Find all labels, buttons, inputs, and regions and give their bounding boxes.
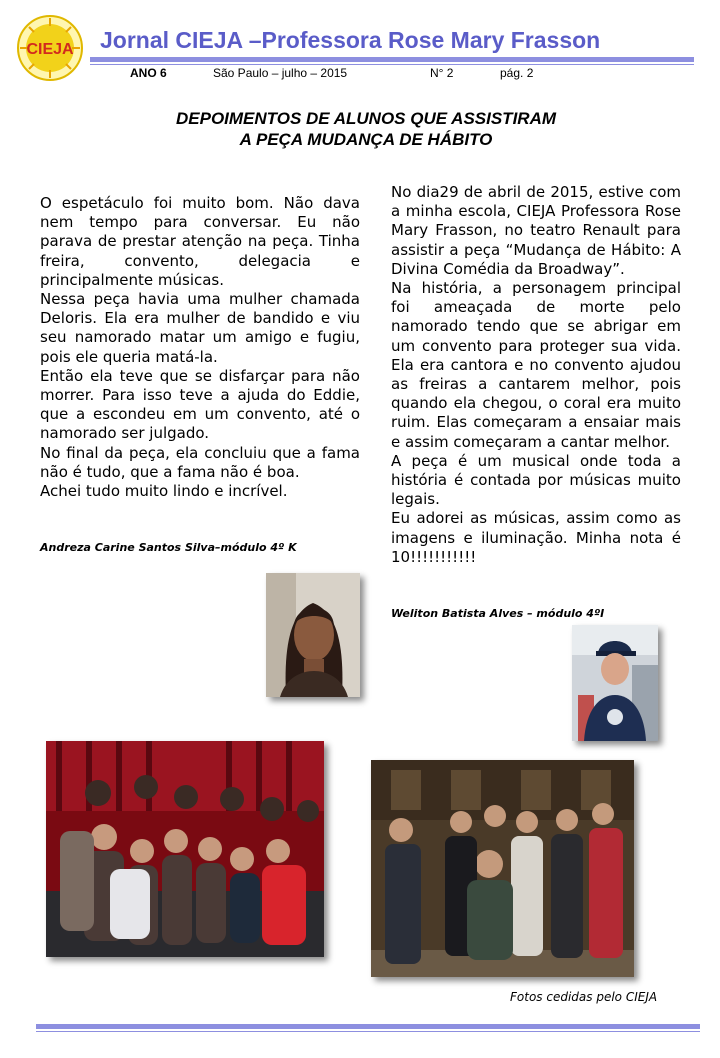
article-headline — [90, 108, 642, 150]
paragraph: O espetáculo foi muito bom. Não dava nem tempo para conversar. Eu não parava de prestar atenção na peça. Tinha freira, convento, delegacia e principalmente músicas. — [40, 194, 360, 289]
paragraph: Achei tudo muito lindo e incrível. — [40, 482, 288, 501]
left-testimonial — [40, 194, 360, 501]
logo-text: CIEJA — [26, 41, 74, 58]
paragraph: No dia29 de abril de 2015, estive com a minha escola, CIEJA Professora Rose Mary Frasson, no teatro Renault para assistir a peça “Mudança de Hábito: A Divina Comédia da Broadway”. — [391, 183, 681, 278]
paragraph: No final da peça, ela concluiu que a fama não é tudo, que a fama não é boa. — [40, 443, 360, 481]
year-label: ANO 6 — [130, 66, 167, 80]
paragraph: Eu adorei as músicas, assim como as imagens e iluminação. Minha nota é 10!!!!!!!!!!! — [391, 509, 681, 566]
paragraph: A peça é um musical onde toda a história é contada por músicas muito legais. — [391, 451, 681, 509]
headline-line-1: DEPOIMENTOS DE ALUNOS QUE ASSISTIRAM — [175, 109, 557, 128]
footer-rule-thin — [36, 1031, 700, 1032]
photo-group-theater — [46, 741, 324, 957]
header-rule-thin — [90, 64, 694, 65]
photo-student-weliton — [572, 625, 658, 741]
headline-line-2: A PEÇA MUDANÇA DE HÁBITO — [239, 130, 493, 149]
photo-group-hall — [371, 760, 634, 977]
issue-number: N° 2 — [430, 66, 454, 80]
author-signature-left: Andreza Carine Santos Silva–módulo 4º K — [40, 541, 297, 554]
cieja-logo — [16, 14, 84, 82]
city-date: São Paulo – julho – 2015 — [213, 66, 348, 80]
author-signature-right: Weliton Batista Alves – módulo 4ºI — [391, 607, 605, 620]
page-number: pág. 2 — [500, 66, 534, 80]
photo-credit: Fotos cedidas pelo CIEJA — [510, 990, 658, 1004]
newspaper-title: Jornal CIEJA –Professora Rose Mary Frasson — [100, 27, 601, 53]
header-rule — [90, 57, 694, 62]
paragraph: Na história, a personagem principal foi ameaçada de morte pelo namorado tendo que se abrigar em um convento para proteger sua vida. Ela era cantora e no convento ajudou as freiras a cantarem melhor, pois quando ela chegou, o coral era muito ruim. Elas começaram a ensaiar mais e assim começaram a cantar melhor. — [391, 279, 681, 451]
right-testimonial — [391, 183, 681, 567]
paragraph: Então ela teve que se disfarçar para não morrer. Para isso teve a ajuda do Eddie, que a escondeu em um convento, até o namorado ser julgado. — [40, 366, 360, 443]
photo-student-andreza — [266, 573, 360, 697]
footer-rule — [36, 1024, 700, 1029]
paragraph: Nessa peça havia uma mulher chamada Deloris. Ela era mulher de bandido e viu seu namorado matar um amigo e fugiu, pois ele queria matá-la. — [40, 290, 360, 366]
